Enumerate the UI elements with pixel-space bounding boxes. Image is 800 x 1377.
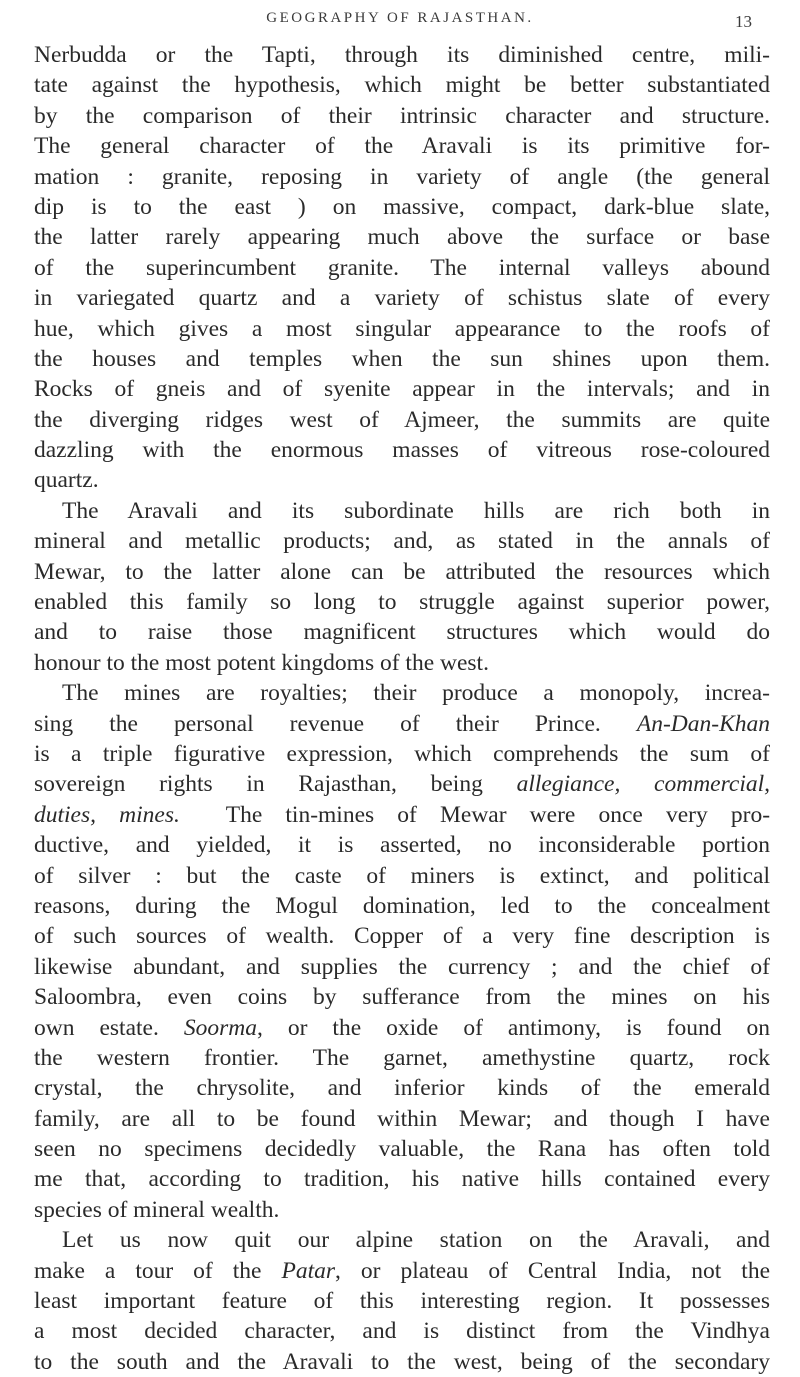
text-line: [34, 709, 770, 739]
text-line: [34, 769, 770, 799]
text-line: mineral and metallic products; and, as stated in the annals of: [34, 528, 770, 555]
text-line: the latter rarely appearing much above the surface or base: [34, 224, 770, 251]
text-line: The general character of the Aravali is its primitive for-: [34, 133, 770, 160]
italic-term: Patar: [281, 1257, 336, 1284]
text-line: Mewar, to the latter alone can be attributed the resources which: [34, 558, 770, 585]
text-line: of silver : but the caste of miners is extinct, and political: [34, 862, 770, 889]
text-line: The Aravali and its subordinate hills are rich both in: [62, 497, 770, 524]
text-line: least important feature of this interesting region. It possesses: [34, 1288, 770, 1315]
italic-term: An-Dan-Khan: [636, 710, 770, 737]
text-line: the diverging ridges west of Ajmeer, the summits are quite: [34, 406, 770, 433]
text-line: [34, 1013, 770, 1043]
text-line: of the superincumbent granite. The internal valleys abound: [34, 254, 770, 281]
text-line: seen no specimens decidedly valuable, the Rana has often told: [34, 1136, 770, 1163]
text-line: The mines are royalties; their produce a monopoly, increa-: [62, 680, 770, 707]
italic-term: allegiance, commercial,: [516, 771, 770, 798]
text-line: quartz.: [34, 467, 99, 494]
text-line: hue, which gives a most singular appearance to the roofs of: [34, 315, 770, 342]
text-line: dazzling with the enormous masses of vitreous rose-coloured: [34, 437, 770, 464]
text-line: reasons, during the Mogul domination, led to the concealment: [34, 892, 770, 919]
italic-term: Soorma: [183, 1014, 257, 1041]
text-run: make a tour of the: [34, 1257, 262, 1284]
running-title: GEOGRAPHY OF RAJASTHAN.: [266, 10, 534, 26]
text-line: is a triple figurative expression, which comprehends the sum of: [34, 740, 770, 767]
text-run: , or plateau of Central India, not the: [335, 1257, 771, 1284]
text-line: ductive, and yielded, it is asserted, no inconsiderable portion: [34, 832, 770, 859]
text-line: me that, according to tradition, his native hills contained every: [34, 1166, 770, 1193]
text-line: tate against the hypothesis, which might be better substantiated: [34, 72, 770, 99]
text-line: likewise abundant, and supplies the currency ; and the chief of: [34, 953, 770, 980]
text-line: and to raise those magnificent structures which would do: [34, 619, 770, 646]
text-line: of such sources of wealth. Copper of a very fine description is: [34, 923, 770, 950]
text-line: [34, 800, 770, 830]
text-line: a most decided character, and is distinct from the Vindhya: [34, 1318, 770, 1345]
text-line: Nerbudda or the Tapti, through its diminished centre, mili-: [34, 42, 770, 68]
text-run: own estate.: [34, 1014, 159, 1041]
italic-term: duties, mines.: [34, 801, 180, 828]
text-run: sing the personal revenue of their Prince.: [34, 710, 601, 737]
text-line: family, are all to be found within Mewar; and though I have: [34, 1105, 770, 1132]
text-line: Saloombra, even coins by sufferance from the mines on his: [34, 984, 770, 1011]
body-text: [34, 40, 770, 1377]
text-line: the western frontier. The garnet, amethystine quartz, rock: [34, 1044, 770, 1071]
text-line: [34, 1256, 770, 1286]
text-line: in variegated quartz and a variety of schistus slate of every: [34, 285, 770, 312]
page-number: 13: [735, 12, 752, 31]
text-line: by the comparison of their intrinsic character and structure.: [34, 102, 770, 129]
text-run: , or the oxide of antimony, is found on: [256, 1014, 771, 1041]
text-line: species of mineral wealth.: [34, 1196, 280, 1223]
text-line: dip is to the east ) on massive, compact, dark-blue slate,: [34, 193, 770, 220]
text-line: crystal, the chrysolite, and inferior kinds of the emerald: [34, 1075, 770, 1102]
text-line: honour to the most potent kingdoms of the west.: [34, 649, 489, 676]
text-line: the houses and temples when the sun shines upon them.: [34, 345, 770, 372]
text-run: The tin-mines of Mewar were once very pro-: [225, 801, 771, 828]
text-line: enabled this family so long to struggle against superior power,: [34, 589, 770, 616]
text-line: mation : granite, reposing in variety of angle (the general: [34, 163, 770, 190]
text-line: to the south and the Aravali to the west, being of the secondary: [34, 1348, 770, 1375]
text-line: Let us now quit our alpine station on the Aravali, and: [62, 1227, 770, 1254]
text-line: Rocks of gneis and of syenite appear in the intervals; and in: [34, 376, 770, 403]
text-run: sovereign rights in Rajasthan, being: [34, 771, 483, 798]
